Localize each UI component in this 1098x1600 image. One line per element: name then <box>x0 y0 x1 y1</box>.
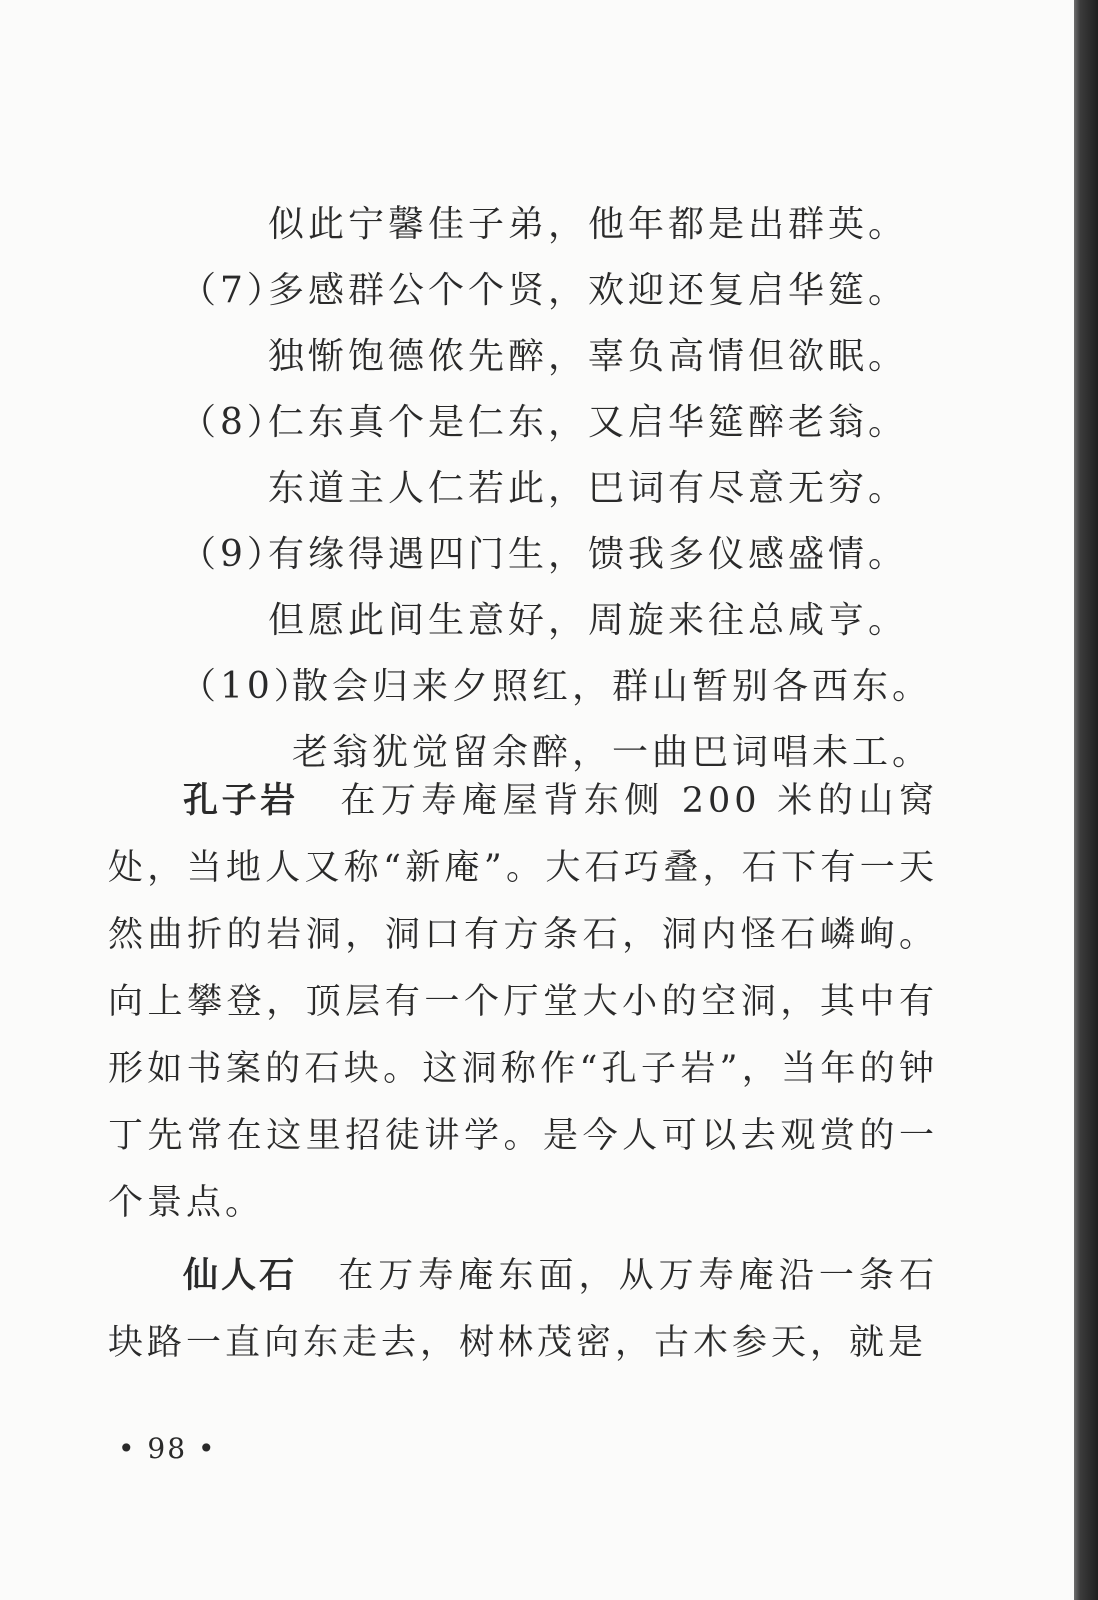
poem-line <box>180 654 933 720</box>
entry-heading: 仙人石 <box>183 1256 298 1296</box>
poem-verse: 东道主人仁若此，巴词有尽意无穷。 <box>268 468 909 509</box>
poem-verse: 老翁犹觉留余醉，一曲巴词唱未工。 <box>292 732 933 773</box>
poem-verse: 散会归来夕照红，群山暂别各西东。 <box>292 666 933 707</box>
poem-verse: 似此宁馨佳子弟，他年都是出群英。 <box>268 204 909 245</box>
poem-block <box>180 192 933 786</box>
page-number: • 98 • <box>118 1432 217 1465</box>
entry-body: 在万寿庵屋背东侧 200 米的山窝处，当地人又称“新庵”。大石巧叠，石下有一天然曲折的岩洞，洞口有方条石，洞内怪石嶙峋。向上攀登，顶层有一个厅堂大小的空洞，其中有形如书案的石块。这洞称作“孔子岩”，当年的钟丁先常在这里招徒讲学。是今人可以去观赏的一个景点。 <box>108 781 938 1223</box>
poem-line <box>180 258 920 324</box>
poem-verse: 但愿此间生意好，周旋来往总咸亨。 <box>268 600 909 641</box>
poem-line <box>180 324 920 390</box>
entries-block <box>108 768 938 1383</box>
entry-paragraph <box>108 1243 938 1377</box>
poem-line <box>180 192 920 258</box>
poem-verse: 仁东真个是仁东，又启华筵醉老翁。 <box>268 402 909 443</box>
scan-binding-edge <box>1074 0 1098 1600</box>
entry-body: 在万寿庵东面，从万寿庵沿一条石块路一直向东走去，树林茂密，古木参天，就是 <box>108 1256 938 1363</box>
poem-line <box>180 390 920 456</box>
poem-verse: 有缘得遇四门生，馈我多仪感盛情。 <box>268 534 909 575</box>
poem-line <box>180 456 920 522</box>
entry-heading: 孔子岩 <box>183 781 299 821</box>
poem-number: （8） <box>180 402 287 443</box>
entry-paragraph <box>108 768 938 1237</box>
poem-number: （7） <box>180 270 287 311</box>
poem-line <box>180 522 920 588</box>
poem-verse: 多感群公个个贤，欢迎还复启华筵。 <box>268 270 909 311</box>
poem-number: （10） <box>180 666 314 707</box>
poem-line <box>180 588 920 654</box>
poem-number: （9） <box>180 534 287 575</box>
poem-verse: 独惭饱德侬先醉，辜负高情但欲眠。 <box>268 336 909 377</box>
